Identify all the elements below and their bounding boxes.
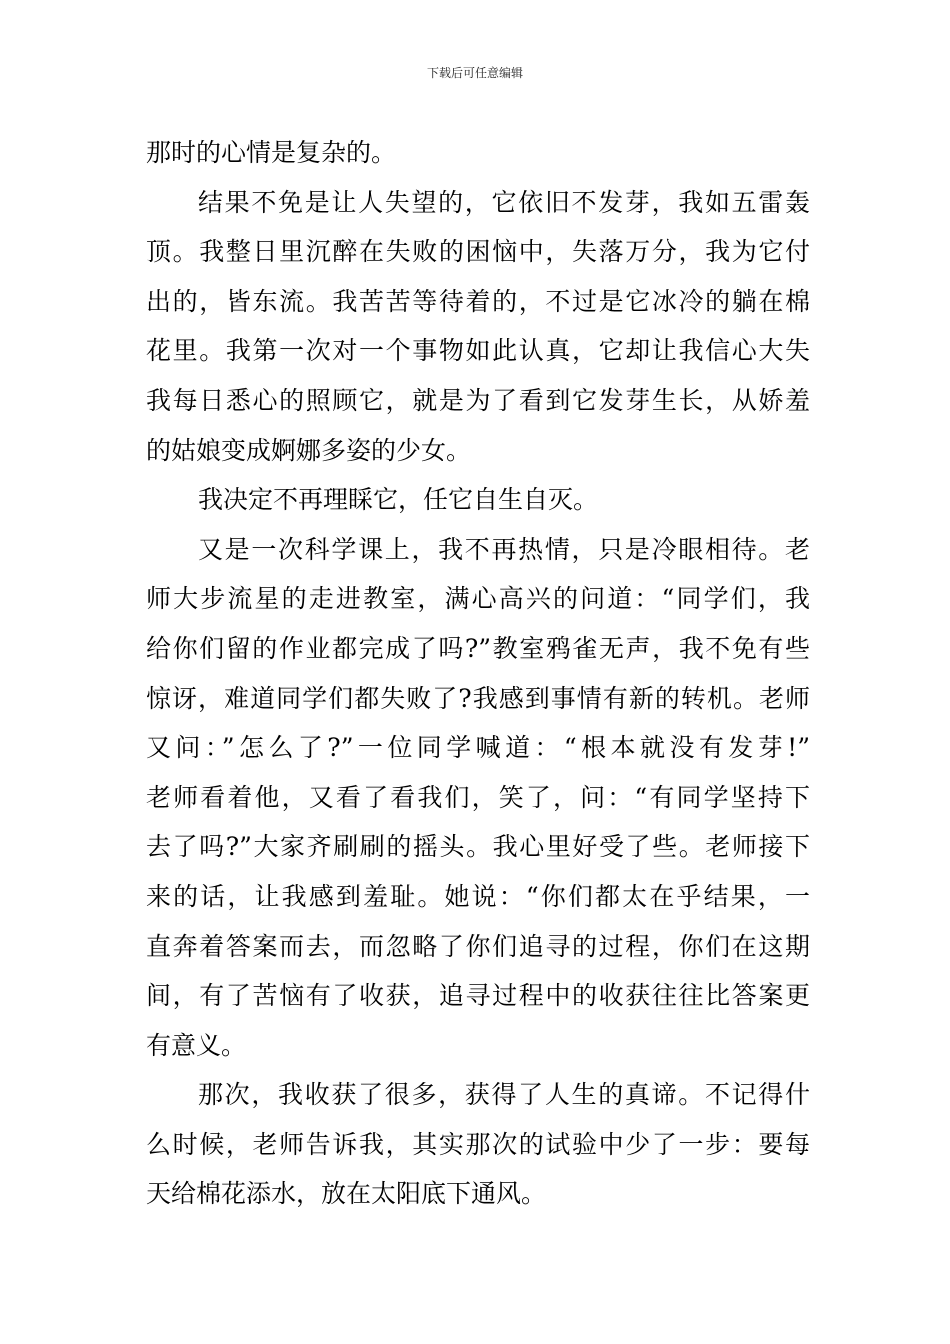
text-line: 的姑娘变成婀娜多姿的少女。: [146, 435, 472, 465]
text-line: 又是一次科学课上，我不再热情，只是冷眼相待。老: [198, 534, 810, 564]
text-line: 我每日悉心的照顾它，就是为了看到它发芽生长，从娇羞: [146, 385, 810, 415]
text-line: 出的，皆东流。我苦苦等待着的，不过是它冰冷的躺在棉: [146, 286, 810, 316]
document-body: [146, 128, 810, 1219]
text-line: 天给棉花添水，放在太阳底下通风。: [146, 1179, 547, 1209]
text-line: 么时候，老师告诉我，其实那次的试验中少了一步：要每: [146, 1129, 810, 1159]
text-line: 直奔着答案而去，而忽略了你们追寻的过程，你们在这期: [146, 931, 810, 961]
text-line: 我决定不再理睬它，任它自生自灭。: [198, 485, 599, 515]
page-header: 下载后可任意编辑: [426, 66, 523, 80]
text-line: 又问：”怎么了?”一位同学喊道：“根本就没有发芽!”: [146, 733, 810, 763]
text-line: 师大步流星的走进教室，满心高兴的问道：“同学们，我: [146, 584, 810, 614]
text-line: 花里。我第一次对一个事物如此认真，它却让我信心大失: [146, 336, 810, 366]
text-line: 给你们留的作业都完成了吗?”教室鸦雀无声，我不免有些: [146, 633, 810, 663]
text-line: 结果不免是让人失望的，它依旧不发芽，我如五雷轰: [198, 187, 810, 217]
text-line: 那次，我收获了很多，获得了人生的真谛。不记得什: [198, 1080, 810, 1110]
text-line: 来的话，让我感到羞耻。她说：“你们都太在乎结果，一: [146, 881, 810, 911]
text-line: 惊讶，难道同学们都失败了?我感到事情有新的转机。老师: [146, 683, 810, 713]
text-line: 去了吗?”大家齐刷刷的摇头。我心里好受了些。老师接下: [146, 832, 810, 862]
text-line: 有意义。: [146, 1030, 247, 1060]
text-line: 那时的心情是复杂的。: [146, 138, 397, 167]
text-line: 间，有了苦恼有了收获，追寻过程中的收获往往比答案更: [146, 981, 810, 1011]
text-line: 顶。我整日里沉醉在失败的困恼中，失落万分，我为它付: [146, 237, 810, 267]
text-line: 老师看着他，又看了看我们，笑了，问：“有同学坚持下: [146, 782, 810, 812]
